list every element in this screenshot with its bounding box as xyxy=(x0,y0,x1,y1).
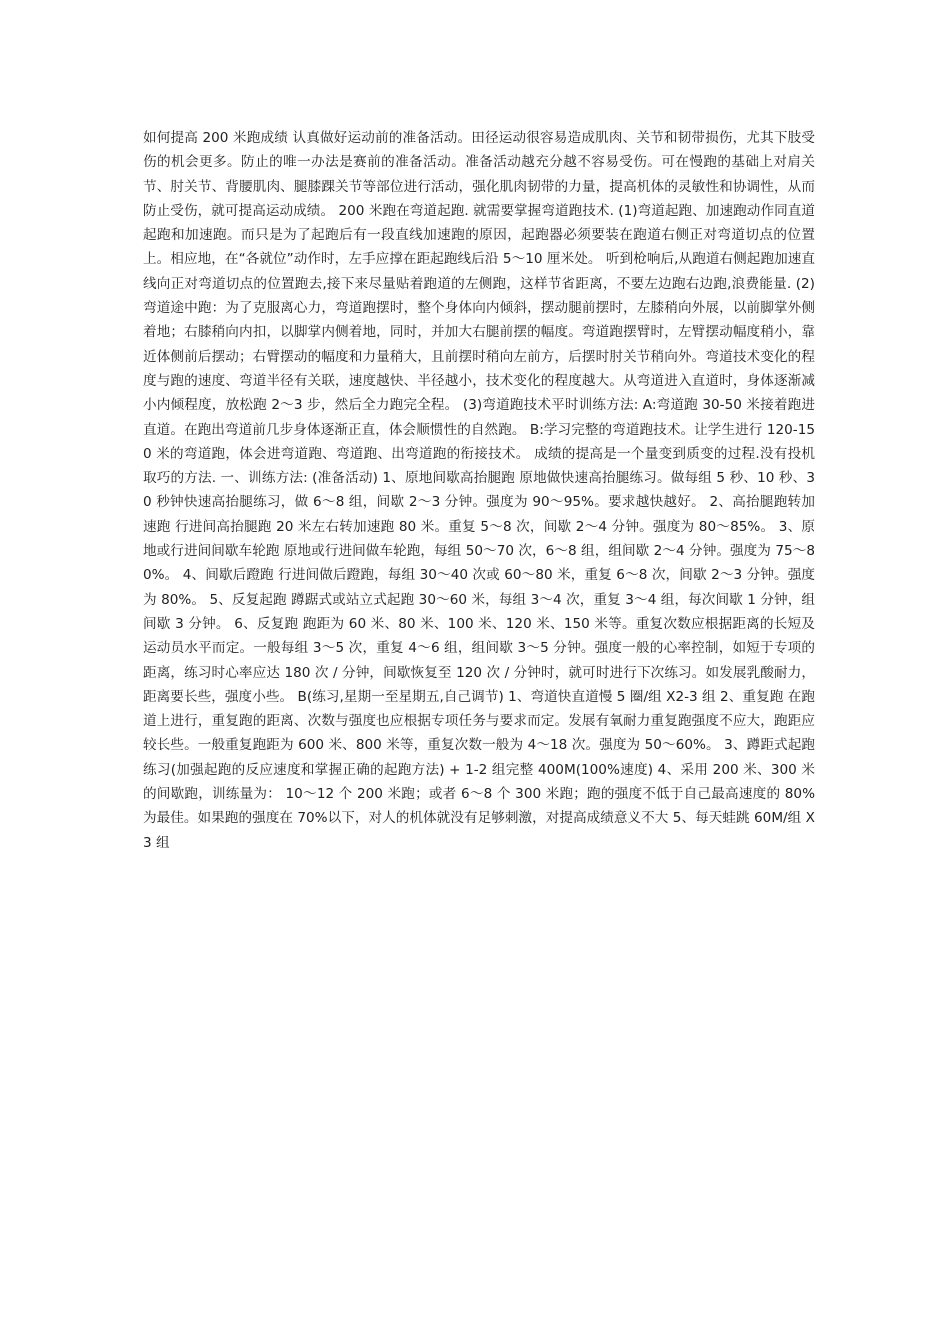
body-paragraph: 如何提高 200 米跑成绩 认真做好运动前的准备活动。田径运动很容易造成肌肉、关节和韧带损伤，尤其下肢受伤的机会更多。防止的唯一办法是赛前的准备活动。准备活动越充分越不容易受伤。可在慢跑的基础上对肩关节、肘关节、背腰肌肉、腿膝踝关节等部位进行活动，强化肌肉韧带的力量，提高机体的灵敏性和协调性，从而防止受伤，就可提高运动成绩。 200 米跑在弯道起跑. 就需要掌握弯道跑技术. (1)弯道起跑、加速跑动作同直道起跑和加速跑。而只是为了起跑后有一段直线加速跑的原因，起跑器必须要装在跑道右侧正对弯道切点的位置上。相应地，在“各就位”动作时，左手应撑在距起跑线后沿 5～10 厘米处。 听到枪响后,从跑道右侧起跑加速直线向正对弯道切点的位置跑去,接下来尽量贴着跑道的左侧跑，这样节省距离，不要左边跑右边跑,浪费能量. (2)弯道途中跑：为了克服离心力，弯道跑摆时，整个身体向内倾斜，摆动腿前摆时，左膝稍向外展，以前脚掌外侧着地；右膝稍向内扣，以脚掌内侧着地，同时，并加大右腿前摆的幅度。弯道跑摆臂时，左臂摆动幅度稍小，靠近体侧前后摆动；右臂摆动的幅度和力量稍大，且前摆时稍向左前方，后摆时肘关节稍向外。弯道技术变化的程度与跑的速度、弯道半径有关联，速度越快、半径越小，技术变化的程度越大。从弯道进入直道时，身体逐渐减小内倾程度，放松跑 2～3 步，然后全力跑完全程。 (3)弯道跑技术平时训练方法: A:弯道跑 30-50 米接着跑进直道。在跑出弯道前几步身体逐渐正直，体会顺惯性的自然跑。 B:学习完整的弯道跑技术。让学生进行 120-150 米的弯道跑，体会进弯道跑、弯道跑、出弯道跑的衔接技术。 成绩的提高是一个量变到质变的过程.没有投机取巧的方法. 一、训练方法: (准备活动) 1、原地间歇高抬腿跑 原地做快速高抬腿练习。做每组 5 秒、10 秒、30 秒钟快速高抬腿练习，做 6～8 组，间歇 2～3 分钟。强度为 90～95%。要求越快越好。 2、高抬腿跑转加速跑 行进间高抬腿跑 20 米左右转加速跑 80 米。重复 5～8 次，间歇 2～4 分钟。强度为 80～85%。 3、原地或行进间间歇车轮跑 原地或行进间做车轮跑，每组 50～70 次，6～8 组，组间歇 2～4 分钟。强度为 75～80%。 4、间歇后蹬跑 行进间做后蹬跑，每组 30～40 次或 60～80 米，重复 6～8 次，间歇 2～3 分钟。强度为 80%。 5、反复起跑 蹲踞式或站立式起跑 30～60 米，每组 3～4 次，重复 3～4 组，每次间歇 1 分钟，组间歇 3 分钟。 6、反复跑 跑距为 60 米、80 米、100 米、120 米、150 米等。重复次数应根据距离的长短及运动员水平而定。一般每组 3～5 次，重复 4～6 组，组间歇 3～5 分钟。强度一般的心率控制，如短于专项的距离，练习时心率应达 180 次 / 分钟，间歇恢复至 120 次 / 分钟时，就可时进行下次练习。如发展乳酸耐力，距离要长些，强度小些。 B(练习,星期一至星期五,自己调节) 1、弯道快直道慢 5 圈/组 X2-3 组 2、重复跑 在跑道上进行，重复跑的距离、次数与强度也应根据专项任务与要求而定。发展有氧耐力重复跑强度不应大，跑距应较长些。一般重复跑距为 600 米、800 米等，重复次数一般为 4～18 次。强度为 50～60%。 3、蹲距式起跑练习(加强起跑的反应速度和掌握正确的起跑方法) + 1-2 组完整 400M(100%速度) 4、采用 200 米、300 米的间歇跑，训练量为： 10～12 个 200 米跑；或者 6～8 个 300 米跑；跑的强度不低于自己最高速度的 80%为最佳。如果跑的强度在 70%以下，对人的机体就没有足够刺激，对提高成绩意义不大 5、每天蛙跳 60M/组 X 3 组 xyxy=(143,130,815,851)
